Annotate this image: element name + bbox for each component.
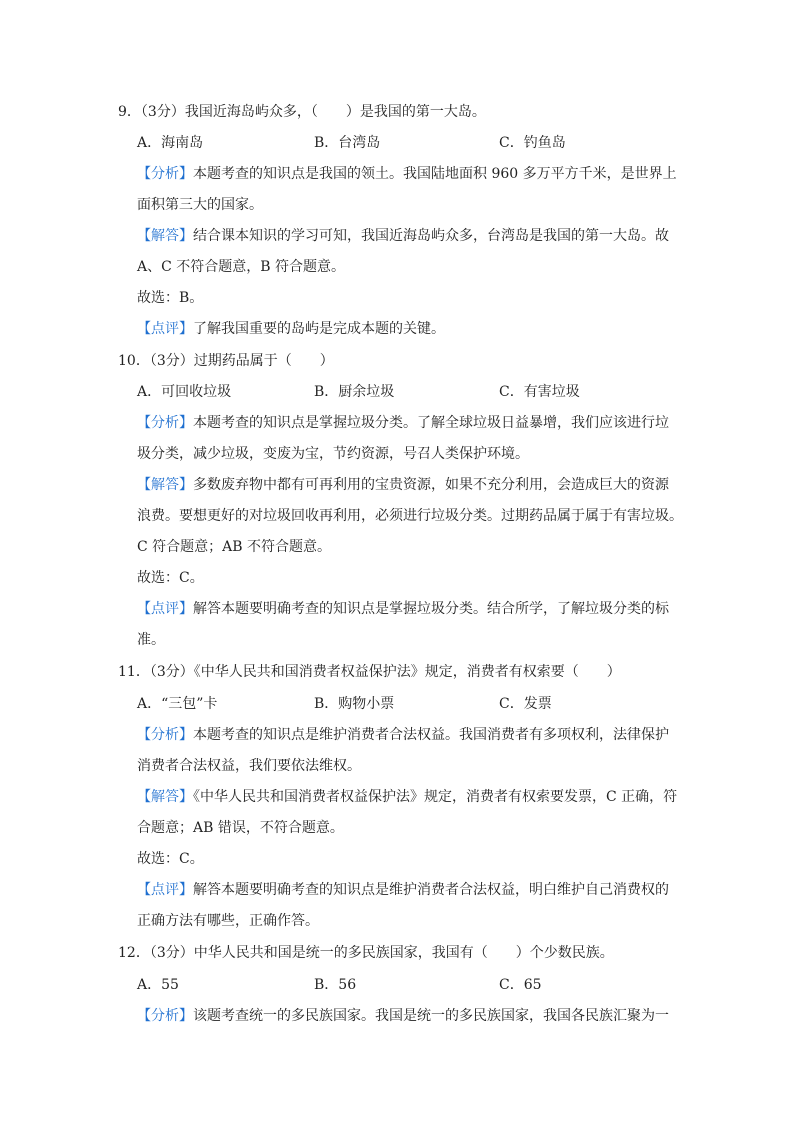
q9-analysis-line-1 — [137, 164, 677, 184]
q10-comment-tag: 【点评】 — [137, 601, 193, 617]
q9-option-b: B．台湾岛 — [314, 135, 381, 151]
q11-answer-text-1: 《中华人民共和国消费者权益保护法》规定，消费者有权索要发票，C 正确，符 — [193, 789, 678, 805]
q10-analysis-line-1 — [137, 413, 669, 433]
q10-analysis-tag: 【分析】 — [137, 415, 193, 431]
q9-choice: 故选：B。 — [137, 290, 204, 306]
q10-comment-line-2: 准。 — [137, 632, 165, 648]
q11-comment-line-1 — [137, 880, 669, 900]
q9-answer-line-2: A、C 不符合题意，B 符合题意。 — [137, 259, 346, 275]
q10-option-c: C．有害垃圾 — [499, 384, 580, 400]
q10-option-b: B．厨余垃圾 — [314, 384, 395, 400]
q9-stem: 9．（3分）我国近海岛屿众多，（ ）是我国的第一大岛。 — [118, 104, 486, 120]
q9-analysis-tag: 【分析】 — [137, 166, 193, 182]
q11-answer-line-1 — [137, 787, 677, 807]
q12-option-c: C．65 — [499, 977, 542, 993]
q11-option-b: B．购物小票 — [314, 696, 395, 712]
q11-option-a: A．“三包”卡 — [137, 696, 218, 712]
q10-answer-text-1: 多数废弃物中都有可再利用的宝贵资源，如果不充分利用，会造成巨大的资源 — [193, 477, 669, 493]
q9-answer-line-1 — [137, 226, 669, 246]
q11-analysis-text-1: 本题考查的知识点是维护消费者合法权益。我国消费者有多项权利，法律保护 — [193, 727, 669, 743]
q9-answer-tag: 【解答】 — [137, 228, 193, 244]
q10-analysis-line-2: 圾分类，减少垃圾，变废为宝，节约资源，号召人类保护环境。 — [137, 446, 529, 462]
q11-answer-tag: 【解答】 — [137, 789, 193, 805]
q10-analysis-text-1: 本题考查的知识点是掌握垃圾分类。了解全球垃圾日益暴增，我们应该进行垃 — [193, 415, 669, 431]
q10-answer-line-2: 浪费。要想更好的对垃圾回收再利用，必须进行垃圾分类。过期药品属于属于有害垃圾。 — [137, 508, 683, 524]
q11-analysis-line-1 — [137, 725, 669, 745]
q10-choice: 故选：C。 — [137, 570, 204, 586]
q12-analysis-line-1 — [137, 1006, 669, 1026]
q10-answer-tag: 【解答】 — [137, 477, 193, 493]
q9-analysis-text-1: 本题考查的知识点是我国的领土。我国陆地面积 960 多万平方千米，是世界上 — [193, 166, 677, 182]
q10-answer-line-1 — [137, 475, 669, 495]
q10-comment-text-1: 解答本题要明确考查的知识点是掌握垃圾分类。结合所学，了解垃圾分类的标 — [193, 601, 669, 617]
q9-analysis-line-2: 面积第三大的国家。 — [137, 197, 263, 213]
q11-answer-line-2: 合题意；AB 错误，不符合题意。 — [137, 820, 344, 836]
q9-option-a: A．海南岛 — [137, 135, 204, 151]
q12-analysis-text-1: 该题考查统一的多民族国家。我国是统一的多民族国家，我国各民族汇聚为一 — [193, 1008, 669, 1024]
q11-comment-tag: 【点评】 — [137, 882, 193, 898]
q9-comment-line-1 — [137, 319, 445, 339]
q11-comment-text-1: 解答本题要明确考查的知识点是维护消费者合法权益，明白维护自己消费权的 — [193, 882, 669, 898]
q11-stem: 11．（3分）《中华人民共和国消费者权益保护法》规定，消费者有权索要（ ） — [118, 664, 621, 680]
q9-answer-text-1: 结合课本知识的学习可知，我国近海岛屿众多，台湾岛是我国的第一大岛。故 — [193, 228, 669, 244]
q11-analysis-tag: 【分析】 — [137, 727, 193, 743]
q11-comment-line-2: 正确方法有哪些，正确作答。 — [137, 913, 319, 929]
q12-option-b: B．56 — [314, 977, 357, 993]
q9-option-c: C．钓鱼岛 — [499, 135, 566, 151]
q11-option-c: C．发票 — [499, 696, 552, 712]
q11-analysis-line-2: 消费者合法权益，我们要依法维权。 — [137, 758, 361, 774]
q12-stem: 12．（3分）中华人民共和国是统一的多民族国家，我国有（ ）个少数民族。 — [118, 945, 614, 961]
q10-answer-line-3: C 符合题意；AB 不符合题意。 — [137, 539, 332, 555]
q10-stem: 10．（3分）过期药品属于（ ） — [118, 353, 334, 369]
q12-analysis-tag: 【分析】 — [137, 1008, 193, 1024]
q10-option-a: A．可回收垃圾 — [137, 384, 232, 400]
q9-comment-text-1: 了解我国重要的岛屿是完成本题的关键。 — [193, 321, 445, 337]
q11-choice: 故选：C。 — [137, 851, 204, 867]
q10-comment-line-1 — [137, 599, 669, 619]
q9-comment-tag: 【点评】 — [137, 321, 193, 337]
q12-option-a: A．55 — [137, 977, 179, 993]
